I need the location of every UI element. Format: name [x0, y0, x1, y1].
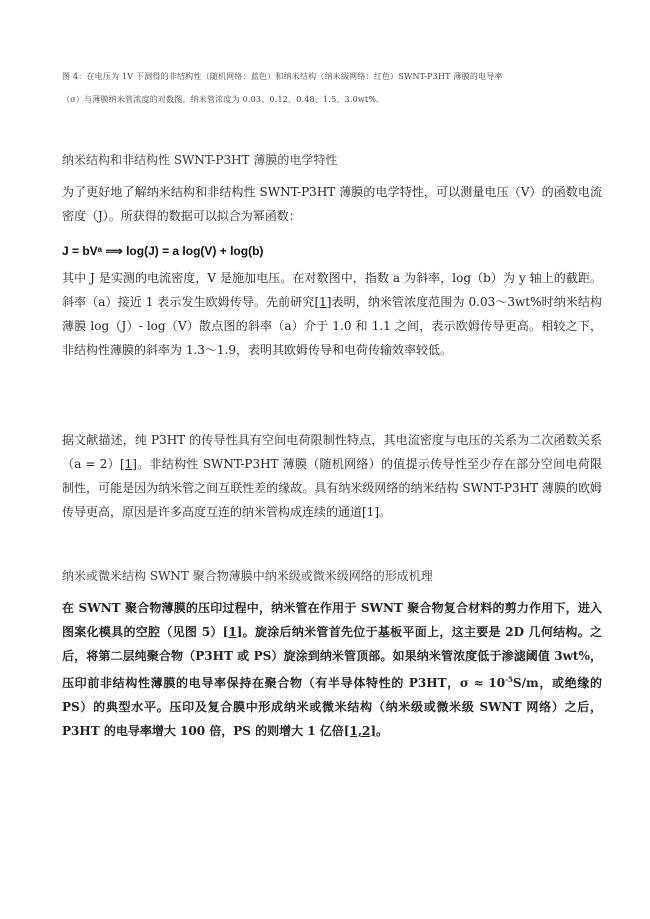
mechanism-text-a: 在 SWNT 聚合物薄膜的压印过程中，纳米管在作用于 SWNT 聚合物复合材料的剪力作用下，进入图案化模具的空腔（见图 5） [62, 601, 602, 639]
slope-text-b: 表明，纳米管浓度范围为 0.03～3wt%时纳米结构薄膜 log（J）- log（V）散点图的斜率（a）介于 1.0 和 1.1 之间，表示欧姆传导更高。相较之下，非结构性薄膜的斜率为 1.3～1.9，表明其欧姆传导和电荷传输效率较低。 [62, 295, 602, 357]
mechanism-text-b: 。旋涂后纳米管首先位于基板平面上，这主要是 2D 几何结构。之后，将第二层纯聚合物（P3HT 或 PS）旋涂到纳米管顶部。如果纳米管浓度低于渗滤阈值 3wt%，压印前非结构性薄膜的电导率保持在聚合物（有半导体特性的 P3HT，σ ≈ 10 [62, 625, 602, 690]
section-heading-mechanism: 纳米或微米结构 SWNT 聚合物薄膜中纳米级或微米级网络的形成机理 [62, 569, 433, 583]
power-law-formula: J = bVᵃ ⟹ log(J) = a log(V) + log(b) [62, 244, 264, 258]
space-charge-paragraph [62, 428, 602, 524]
intro-paragraph: 为了更好地了解纳米结构和非结构性 SWNT-P3HT 薄膜的电学特性，可以测量电压（V）的函数电流密度（J）。所获得的数据可以拟合为幂函数： [62, 185, 602, 223]
mechanism-text-c: S/m，或绝缘的 PS）的典型水平。压印及复合膜中形成纳米或微米结构（纳米级或微米级 SWNT 网络）之后，P3HT 的电导率增大 100 倍，PS 的则增大 1 亿倍 [62, 676, 603, 738]
section-heading-electrical: 纳米结构和非结构性 SWNT-P3HT 薄膜的电学特性 [62, 153, 338, 167]
citation-link[interactable]: [1] [314, 295, 332, 309]
mechanism-paragraph [62, 596, 602, 743]
caption-line-2: （σ）与薄膜纳米管浓度的对数图。纳米管浓度为 0.03、0.12、0.48、1.5、3.0wt%。 [62, 95, 385, 104]
citation-link[interactable]: [1] [119, 457, 137, 471]
mechanism-text-d: 。 [376, 724, 389, 738]
space-charge-text-a: 据文献描述，纯 P3HT 的传导性具有空间电荷限制性特点，其电流密度与电压的关系为二次函数关系（a = 2） [62, 433, 602, 471]
citation-link[interactable]: [1] [222, 625, 243, 639]
figure-caption [62, 70, 602, 106]
caption-line-1: 图 4：在电压为 1V 下测得的非结构性（随机网络：蓝色）和纳米结构（纳米级网络：红色）SWNT-P3HT 薄膜的电导率 [62, 72, 503, 81]
space-charge-text-b: 。非结构性 SWNT-P3HT 薄膜（随机网络）的值提示传导性至少存在部分空间电荷限制性，可能是因为纳米管之间互联性差的缘故。具有纳米级网络的纳米结构 SWNT-P3HT 薄膜的欧姆传导更高，原因是许多高度互连的纳米管构成连续的通道[1]。 [62, 457, 602, 519]
slope-paragraph [62, 266, 602, 362]
slope-text-a: 其中 J 是实测的电流密度，V 是施加电压。在对数图中，指数 a 为斜率，log（b）为 y 轴上的截距。斜率（a）接近 1 表示发生欧姆传导。先前研究 [62, 271, 602, 309]
citation-link[interactable]: [1,2] [343, 724, 377, 738]
exponent: -5 [505, 675, 513, 684]
